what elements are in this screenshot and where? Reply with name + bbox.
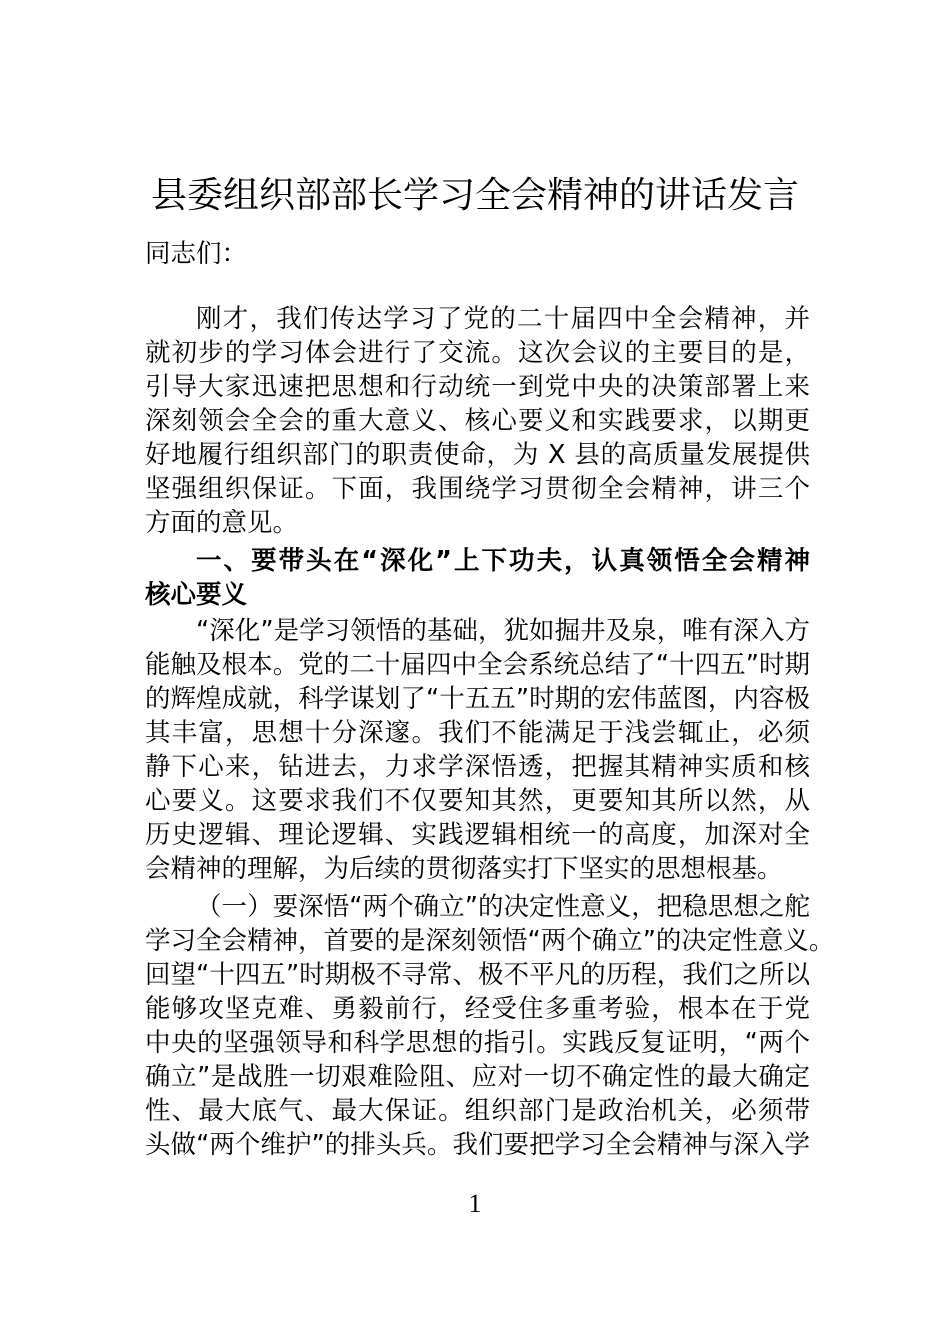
paragraph-line: 心要义。这要求我们不仅要知其然，更要知其所以然，从	[145, 786, 810, 816]
paragraph-line: 的辉煌成就，科学谋划了“十五五”时期的宏伟蓝图，内容极	[145, 684, 810, 714]
paragraph-line: 好地履行组织部门的职责使命，为 X 县的高质量发展提供	[145, 440, 810, 470]
paragraph-line: 静下心来，钻进去，力求学深悟透，把握其精神实质和核	[145, 752, 810, 782]
paragraph-line: 会精神的理解，为后续的贯彻落实打下坚实的思想根基。	[145, 854, 783, 884]
paragraph-line: 中央的坚强领导和科学思想的指引。实践反复证明，“两个	[145, 1028, 810, 1058]
paragraph-line: 坚强组织保证。下面，我围绕学习贯彻全会精神，讲三个	[145, 474, 810, 504]
paragraph-line: 确立”是战胜一切艰难险阻、应对一切不确定性的最大确定	[145, 1062, 810, 1092]
paragraph-line: 学习全会精神，首要的是深刻领悟“两个确立”的决定性意义。	[145, 926, 835, 956]
paragraph-line: 引导大家迅速把思想和行动统一到党中央的决策部署上来	[145, 372, 810, 402]
paragraph-line: 就初步的学习体会进行了交流。这次会议的主要目的是，	[145, 338, 810, 368]
paragraph-line: 回望“十四五”时期极不寻常、极不平凡的历程，我们之所以	[145, 960, 810, 990]
page-number: 1	[468, 1189, 482, 1218]
paragraph-line: 性、最大底气、最大保证。组织部门是政治机关，必须带	[145, 1096, 810, 1126]
paragraph-line: 头做“两个维护”的排头兵。我们要把学习全会精神与深入学	[145, 1130, 810, 1160]
salutation: 同志们：	[145, 239, 248, 269]
section-heading: 核心要义	[145, 580, 248, 610]
paragraph-line: 刚才，我们传达学习了党的二十届四中全会精神，并	[196, 304, 810, 334]
paragraph-line: “深化”是学习领悟的基础，犹如掘井及泉，唯有深入方	[196, 616, 810, 646]
document-title: 县委组织部部长学习全会精神的讲话发言	[150, 175, 799, 216]
paragraph-line: 能触及根本。党的二十届四中全会系统总结了“十四五”时期	[145, 650, 810, 680]
subsection-heading: （一）要深悟“两个确立”的决定性意义，把稳思想之舵	[196, 892, 810, 922]
section-heading: 一、要带头在“深化”上下功夫，认真领悟全会精神	[196, 546, 810, 576]
paragraph-line: 其丰富，思想十分深邃。我们不能满足于浅尝辄止，必须	[145, 718, 810, 748]
paragraph-line: 深刻领会全会的重大意义、核心要义和实践要求，以期更	[145, 406, 810, 436]
paragraph-line: 能够攻坚克难、勇毅前行，经受住多重考验，根本在于党	[145, 994, 810, 1024]
paragraph-line: 方面的意见。	[145, 508, 299, 538]
paragraph-line: 历史逻辑、理论逻辑、实践逻辑相统一的高度，加深对全	[145, 820, 810, 850]
